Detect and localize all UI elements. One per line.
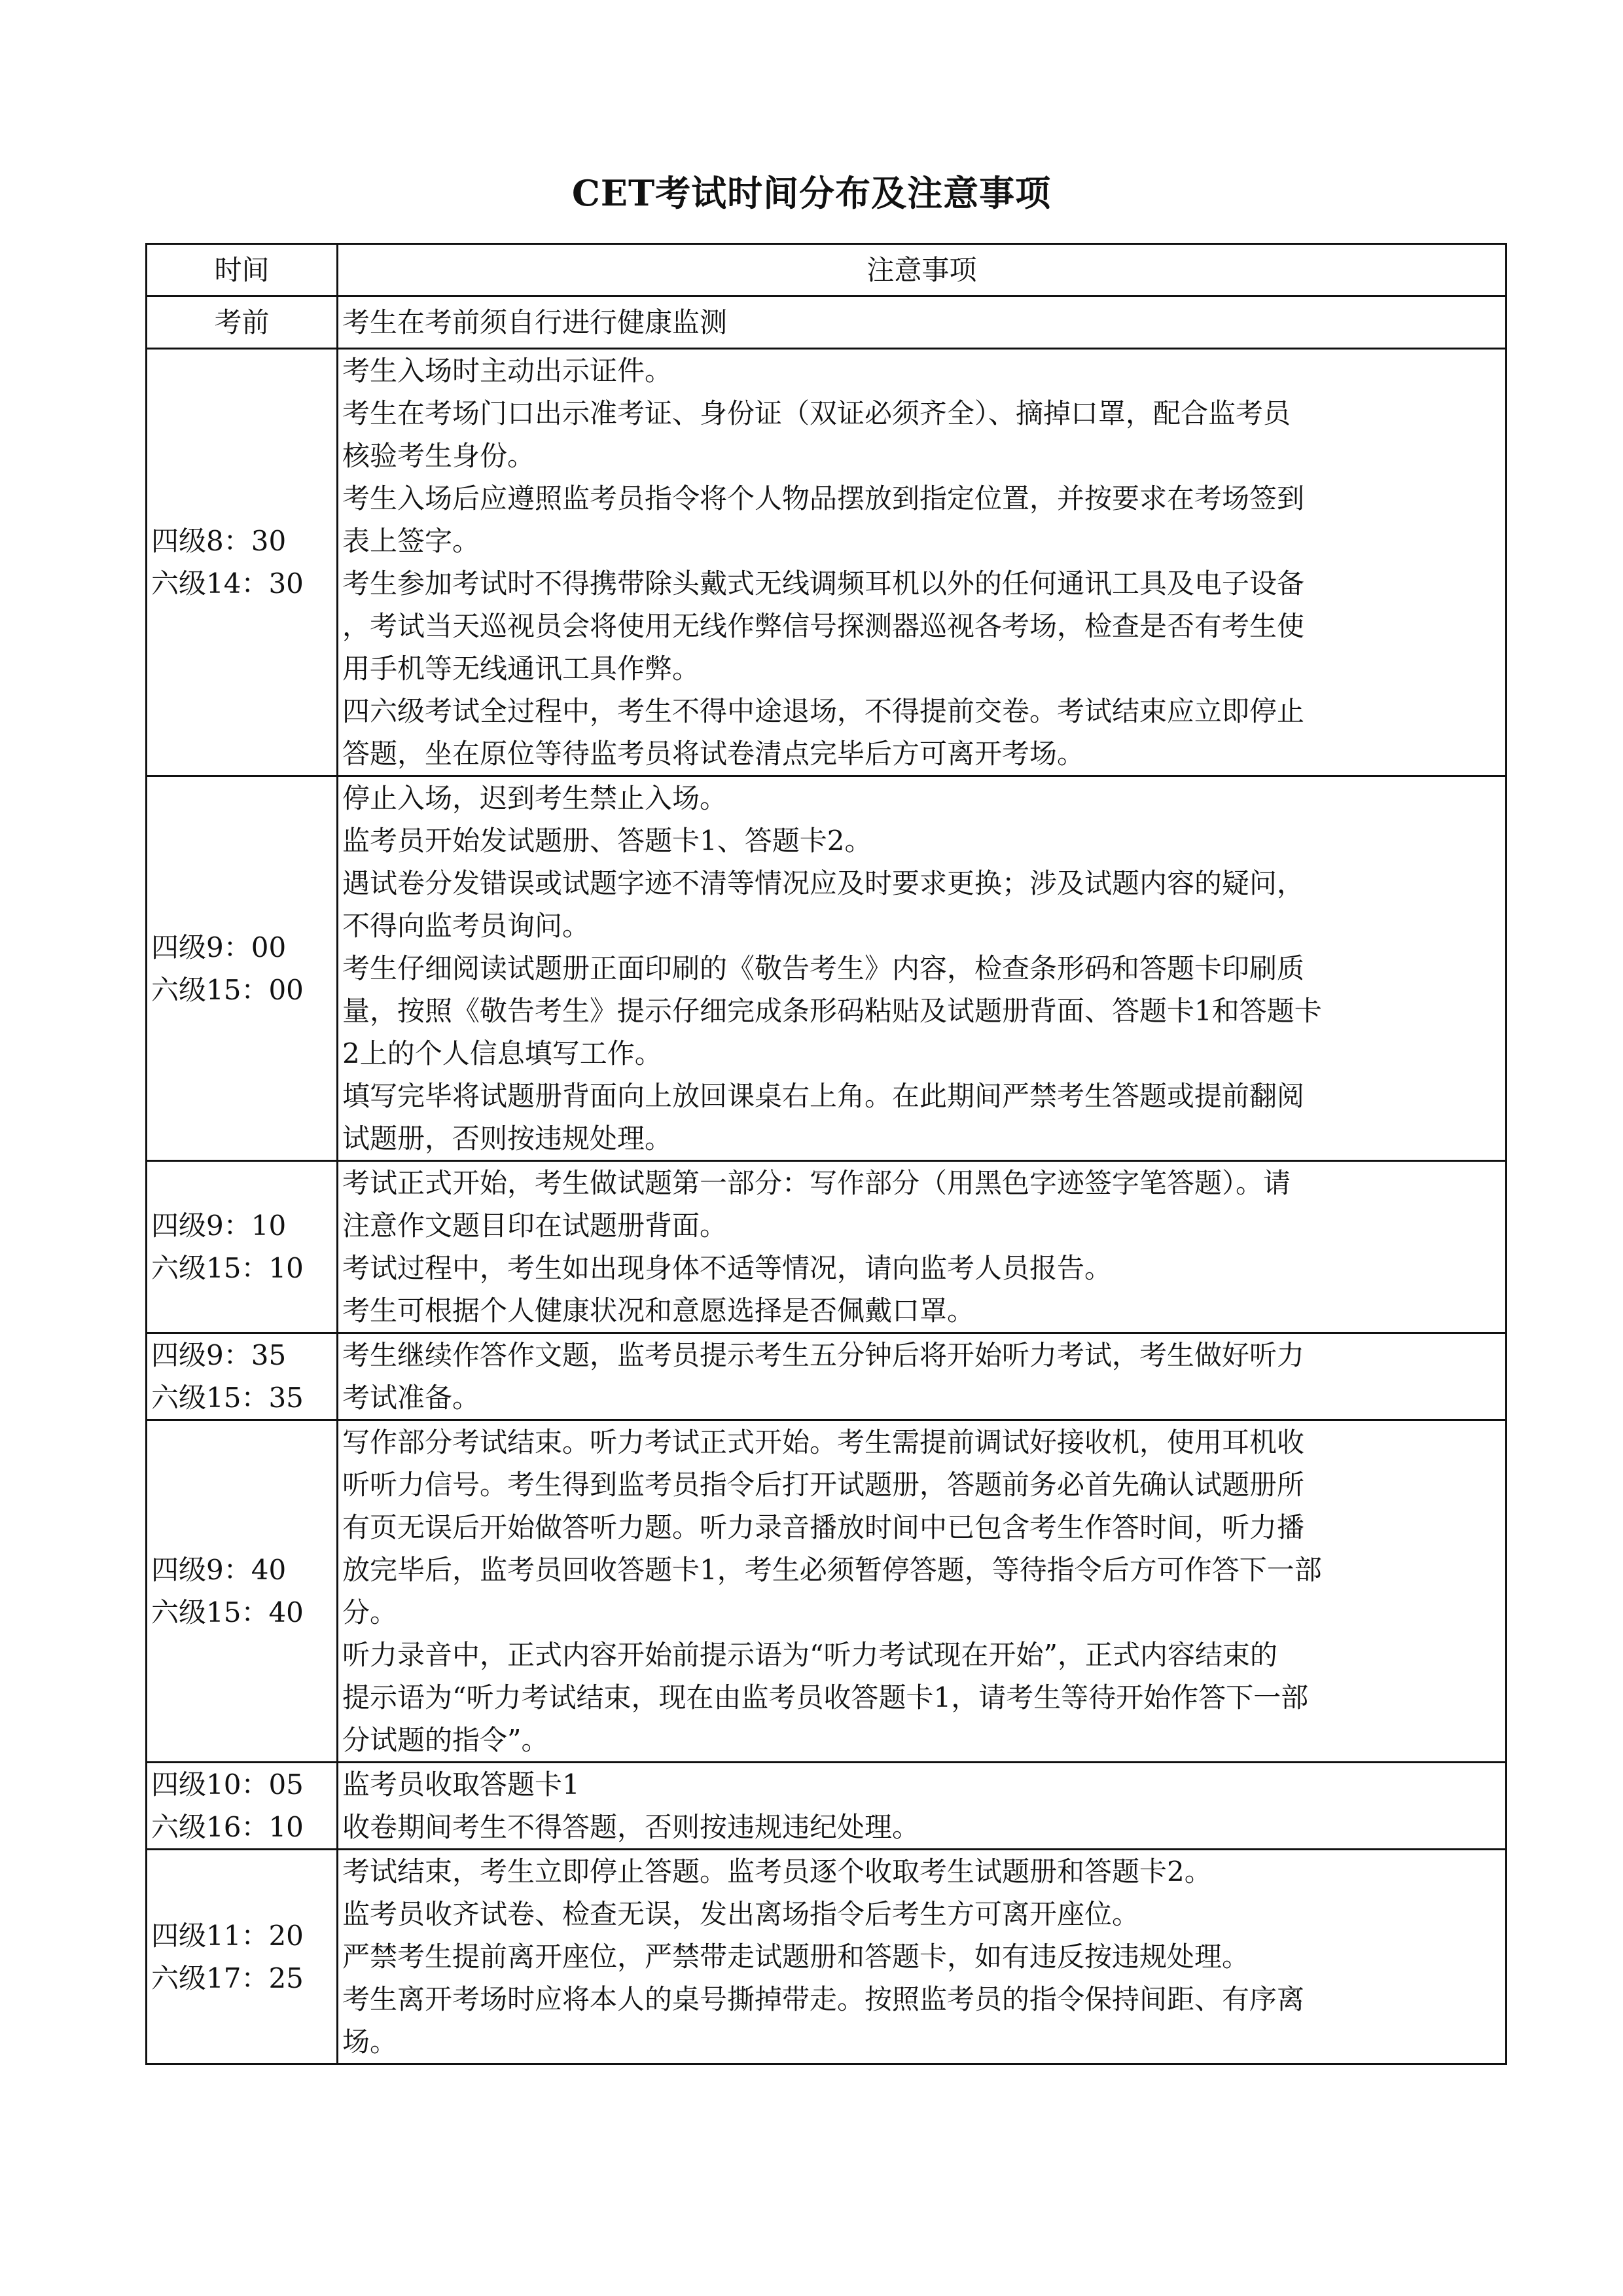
time-cell (147, 776, 338, 1161)
time-line: 六级15：35 (151, 1382, 304, 1414)
note-line: 听听力信号。考生得到监考员指令后打开试题册，答题前务必首先确认试题册所 (342, 1469, 1305, 1501)
note-line: 听力录音中，正式内容开始前提示语为“听力考试现在开始”，正式内容结束的 (342, 1639, 1277, 1671)
schedule-table (145, 243, 1507, 2065)
note-line: 考生入场后应遵照监考员指令将个人物品摆放到指定位置，并按要求在考场签到 (342, 482, 1305, 514)
time-cell (147, 1850, 338, 2064)
table-row (147, 349, 1507, 776)
time-line: 四级9：10 (151, 1210, 287, 1242)
note-line: 核验考生身份。 (342, 440, 535, 472)
note-line: 考生仔细阅读试题册正面印刷的《敬告考生》内容，检查条形码和答题卡印刷质 (342, 952, 1305, 984)
notes-cell (338, 1763, 1507, 1850)
note-line: 停止入场，迟到考生禁止入场。 (342, 782, 728, 814)
note-line: 考试正式开始，考生做试题第一部分：写作部分（用黑色字迹签字笔答题）。请 (342, 1167, 1291, 1199)
time-cell (147, 296, 338, 349)
time-line: 四级10：05 (151, 1768, 304, 1801)
table-body (147, 296, 1507, 2064)
time-line: 六级17：25 (151, 1962, 304, 1994)
notes-cell (338, 1333, 1507, 1420)
time-line: 六级16：10 (151, 1811, 304, 1843)
time-line: 四级9：35 (151, 1339, 287, 1371)
table-row (147, 1161, 1507, 1333)
notes-cell (338, 1850, 1507, 2064)
notes-cell (338, 296, 1507, 349)
note-line: 严禁考生提前离开座位，严禁带走试题册和答题卡，如有违反按违规处理。 (342, 1941, 1250, 1973)
note-line: 不得向监考员询问。 (342, 910, 590, 942)
time-line: 四级9：40 (151, 1554, 287, 1586)
note-line: 考试过程中，考生如出现身体不适等情况，请向监考人员报告。 (342, 1252, 1113, 1284)
note-line: 答题，坐在原位等待监考员将试卷清点完毕后方可离开考场。 (342, 738, 1085, 770)
note-line: 考生入场时主动出示证件。 (342, 355, 673, 387)
note-line: 监考员收齐试卷、检查无误，发出离场指令后考生方可离开座位。 (342, 1898, 1140, 1930)
time-line: 四级9：00 (151, 931, 287, 963)
table-row (147, 1763, 1507, 1850)
note-line: 收卷期间考生不得答题，否则按违规违纪处理。 (342, 1811, 920, 1843)
time-line: 四级8：30 (151, 525, 287, 557)
note-line: 用手机等无线通讯工具作弊。 (342, 653, 700, 685)
notes-cell (338, 349, 1507, 776)
table-row (147, 1850, 1507, 2064)
note-line: 考生可根据个人健康状况和意愿选择是否佩戴口罩。 (342, 1295, 975, 1327)
note-line: 考试结束，考生立即停止答题。监考员逐个收取考生试题册和答题卡2。 (342, 1856, 1212, 1888)
time-line: 考前 (214, 306, 270, 338)
note-line: 量，按照《敬告考生》提示仔细完成条形码粘贴及试题册背面、答题卡1和答题卡 (342, 995, 1322, 1027)
note-line: 考试准备。 (342, 1382, 480, 1414)
note-line: 四六级考试全过程中，考生不得中途退场，不得提前交卷。考试结束应立即停止 (342, 695, 1305, 727)
note-line: 考生离开考场时应将本人的桌号撕掉带走。按照监考员的指令保持间距、有序离 (342, 1983, 1305, 2015)
note-line: 考生在考前须自行进行健康监测 (342, 306, 728, 338)
notes-cell (338, 776, 1507, 1161)
time-cell (147, 1763, 338, 1850)
note-line: 考生参加考试时不得携带除头戴式无线调频耳机以外的任何通讯工具及电子设备 (342, 567, 1305, 600)
time-line: 六级15：40 (151, 1596, 304, 1628)
note-line: 放完毕后，监考员回收答题卡1，考生必须暂停答题，等待指令后方可作答下一部 (342, 1554, 1322, 1586)
note-line: 有页无误后开始做答听力题。听力录音播放时间中已包含考生作答时间，听力播 (342, 1511, 1305, 1543)
note-line: 注意作文题目印在试题册背面。 (342, 1210, 728, 1242)
header-time: 时间 (147, 244, 338, 296)
time-cell (147, 349, 338, 776)
time-line: 六级14：30 (151, 567, 304, 600)
notes-cell (338, 1420, 1507, 1763)
time-line: 四级11：20 (151, 1919, 304, 1952)
table-header-row (147, 244, 1507, 296)
note-line: 分试题的指令”。 (342, 1724, 549, 1756)
notes-cell (338, 1161, 1507, 1333)
note-line: 表上签字。 (342, 525, 480, 557)
note-line: 监考员收取答题卡1 (342, 1768, 580, 1801)
time-line: 六级15：00 (151, 973, 304, 1006)
time-cell (147, 1420, 338, 1763)
note-line: 写作部分考试结束。听力考试正式开始。考生需提前调试好接收机，使用耳机收 (342, 1426, 1305, 1458)
note-line: 考生在考场门口出示准考证、身份证（双证必须齐全）、摘掉口罩，配合监考员 (342, 397, 1291, 429)
note-line: 监考员开始发试题册、答题卡1、答题卡2。 (342, 825, 872, 857)
table-row (147, 1420, 1507, 1763)
note-line: 2上的个人信息填写工作。 (342, 1037, 662, 1069)
note-line: 考生继续作答作文题，监考员提示考生五分钟后将开始听力考试，考生做好听力 (342, 1339, 1305, 1371)
note-line: 试题册，否则按违规处理。 (342, 1122, 673, 1155)
note-line: 分。 (342, 1596, 398, 1628)
page-title: CET考试时间分布及注意事项 (571, 172, 1052, 214)
time-cell (147, 1333, 338, 1420)
table-row (147, 776, 1507, 1161)
note-line: ，考试当天巡视员会将使用无线作弊信号探测器巡视各考场，检查是否有考生使 (342, 610, 1305, 642)
header-notes: 注意事项 (338, 244, 1507, 296)
table-row (147, 1333, 1507, 1420)
note-line: 填写完毕将试题册背面向上放回课桌右上角。在此期间严禁考生答题或提前翻阅 (342, 1080, 1305, 1112)
note-line: 遇试卷分发错误或试题字迹不清等情况应及时要求更换；涉及试题内容的疑问， (342, 867, 1305, 899)
note-line: 场。 (342, 2026, 398, 2058)
table-row (147, 296, 1507, 349)
note-line: 提示语为“听力考试结束，现在由监考员收答题卡1，请考生等待开始作答下一部 (342, 1681, 1309, 1713)
time-cell (147, 1161, 338, 1333)
time-line: 六级15：10 (151, 1252, 304, 1284)
